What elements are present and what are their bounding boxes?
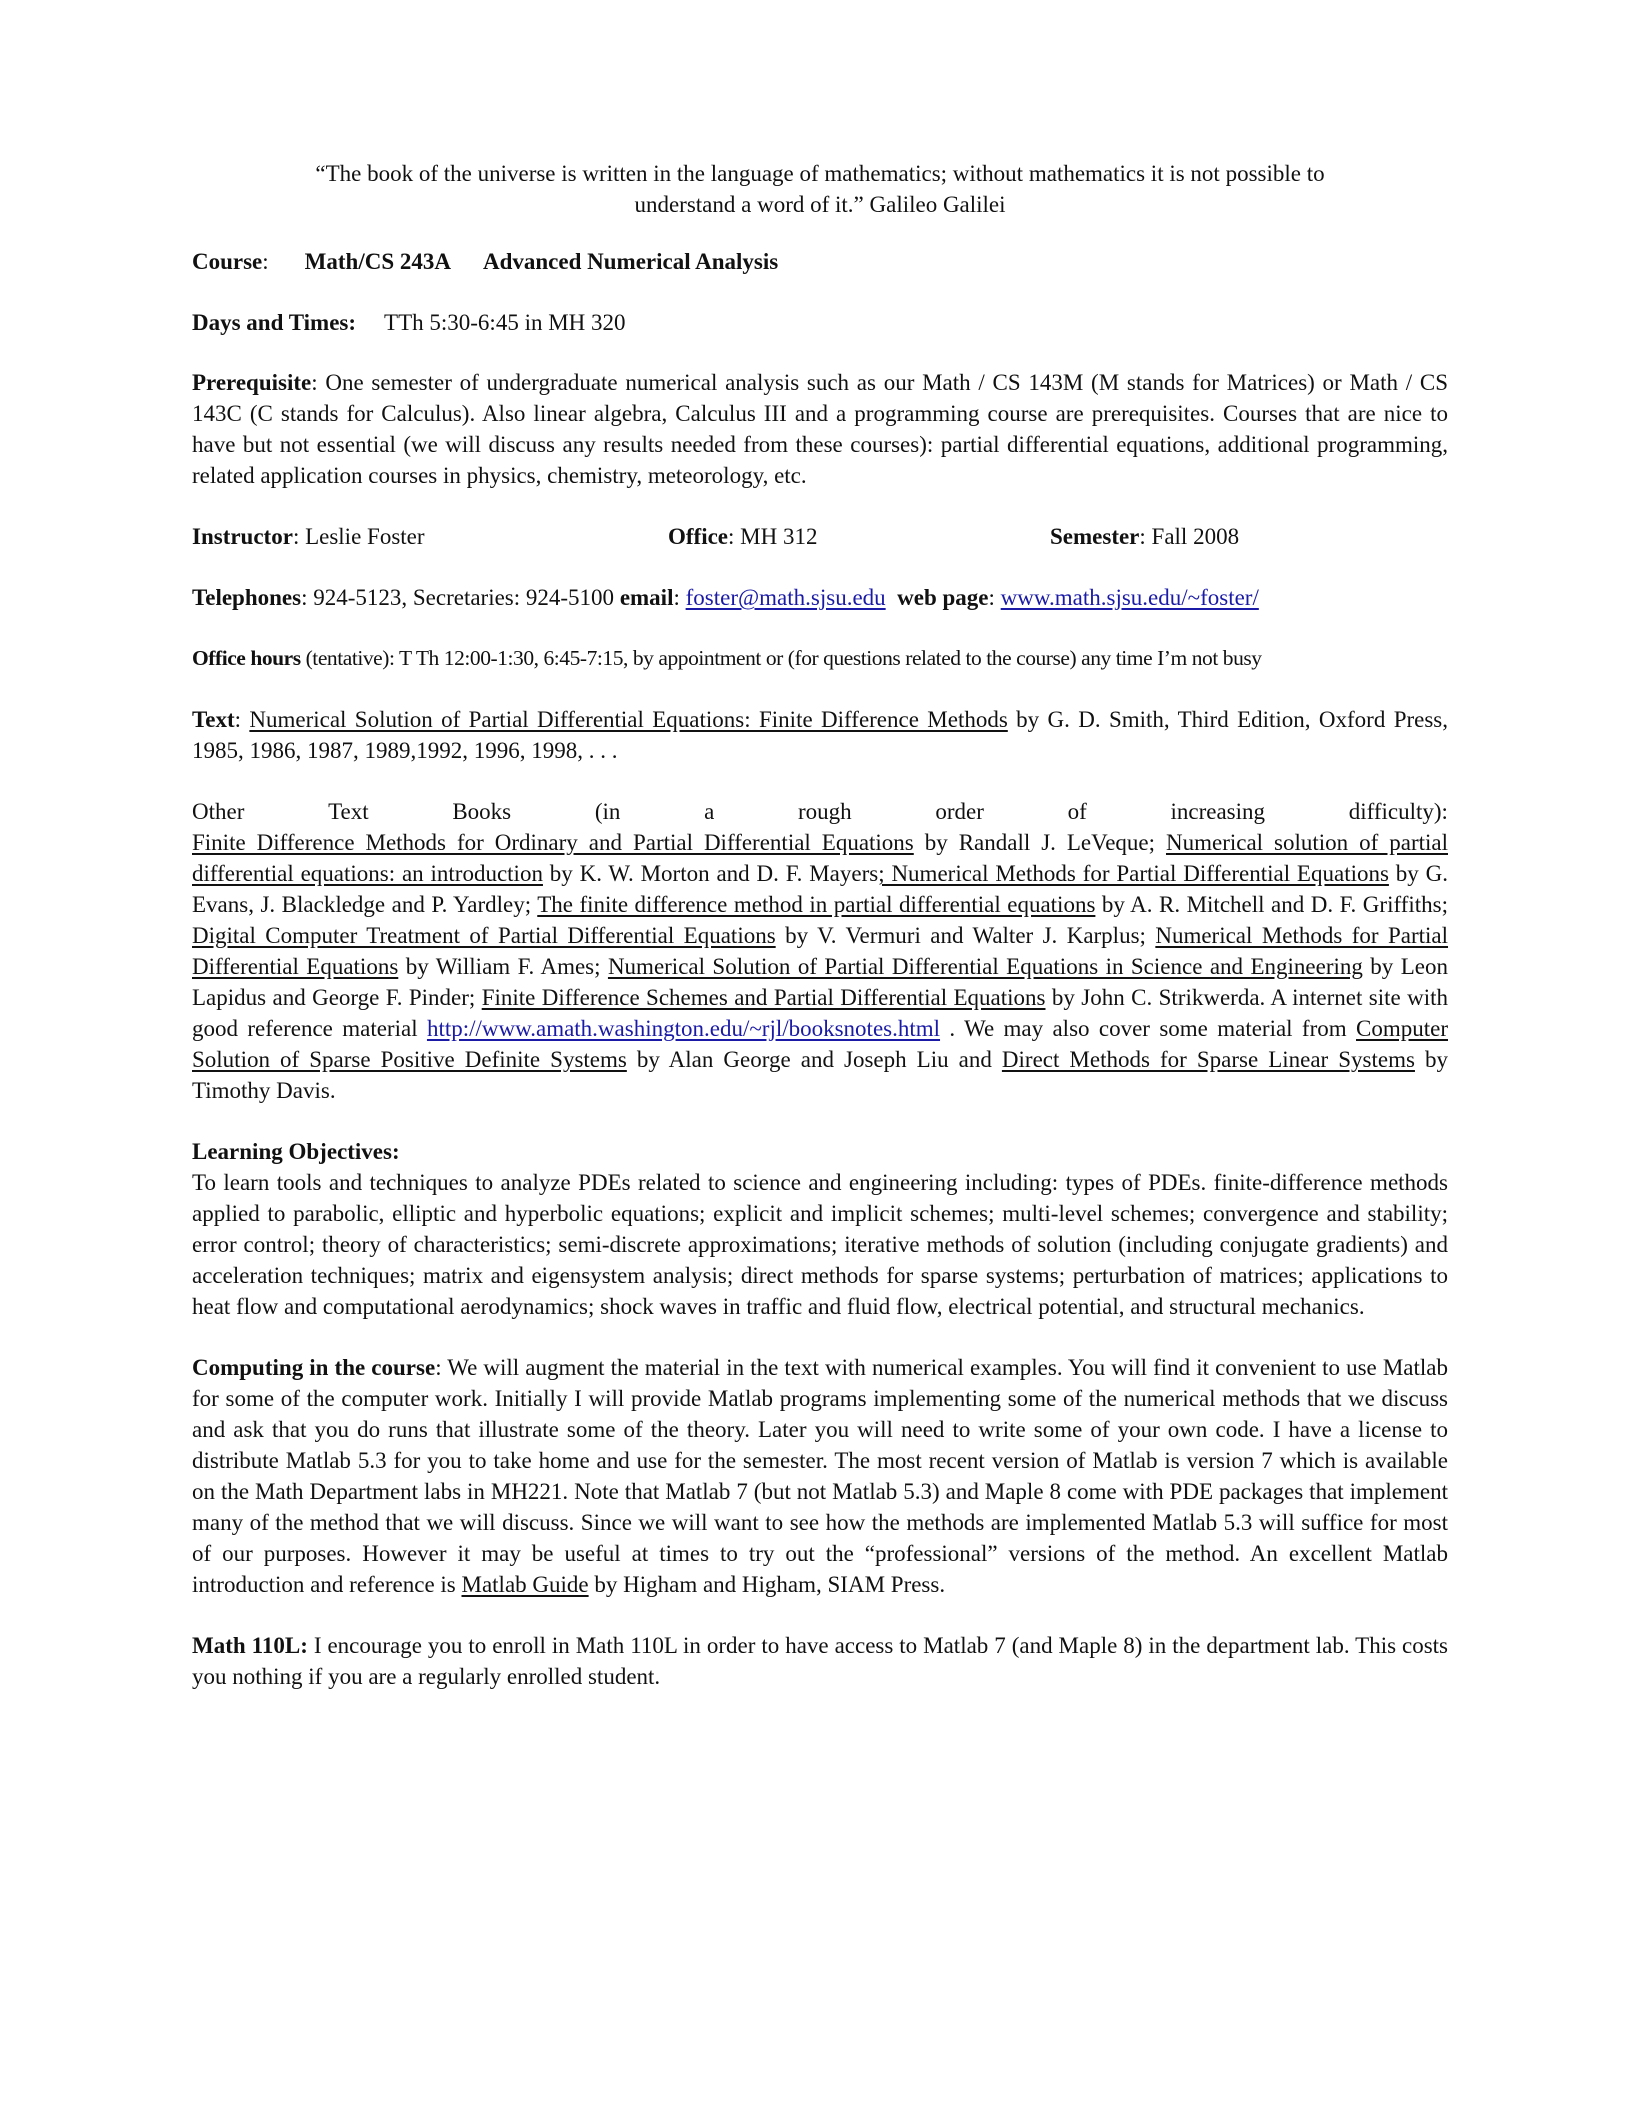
instructor-label: Instructor xyxy=(192,524,293,549)
heading-word: rough xyxy=(798,799,852,824)
days-times-line xyxy=(192,307,1448,338)
days-label: Days and Times: xyxy=(192,310,357,335)
booknotes-link[interactable]: http://www.amath.washington.edu/~rjl/booksnotes.html xyxy=(426,1016,941,1041)
email-link[interactable]: foster@math.sjsu.edu xyxy=(685,585,886,610)
text-label: Text xyxy=(192,707,235,732)
telephones-label: Telephones xyxy=(192,585,302,610)
semester-label: Semester xyxy=(1050,524,1140,549)
book-title: Finite Difference Methods for Ordinary and Partial Differential Equations xyxy=(192,830,914,855)
other-books-list xyxy=(192,827,1448,1106)
math110l-text: I encourage you to enroll in Math 110L in order to have access to Matlab 7 (and Maple 8) in the department lab. This costs you nothing if you are a regularly enrolled student. xyxy=(192,1633,1448,1689)
office-value: : MH 312 xyxy=(728,524,818,549)
book-title: The finite difference method in partial differential equations xyxy=(537,892,1096,917)
book-author: by John C. Strikwerda. A internet site with good reference material xyxy=(192,985,1449,1041)
math110l-label: Math 110L: xyxy=(192,1633,308,1658)
book-author: by G. Evans, J. Blackledge and P. Yardley; xyxy=(192,861,1448,917)
heading-word: Books xyxy=(452,799,512,824)
galileo-quote xyxy=(192,158,1448,220)
learning-objectives-section xyxy=(192,1136,1448,1322)
prerequisite-paragraph xyxy=(192,367,1448,491)
course-title: Advanced Numerical Analysis xyxy=(482,249,779,274)
contact-line xyxy=(192,582,1448,613)
book-author: by Timothy Davis. xyxy=(192,1047,1448,1103)
math110l-paragraph xyxy=(192,1630,1448,1692)
instructor-line xyxy=(192,521,1448,552)
computing-end: by Higham and Higham, SIAM Press. xyxy=(588,1572,946,1597)
learning-objectives-text: To learn tools and techniques to analyze PDEs related to science and engineering including: types of PDEs. finite-difference methods applied to parabolic, elliptic and hyperbolic equations; explicit and implicit schemes; multi-level schemes; convergence and stability; error control; theory of characteristics; semi-discrete approximations; iterative methods of solution (including conjugate gradients) and acceleration techniques; matrix and eigensystem analysis; direct methods for sparse systems; perturbation of matrices; applications to heat flow and computational aerodynamics; shock waves in traffic and fluid flow, electrical potential, and structural mechanics. xyxy=(192,1170,1448,1319)
heading-word: a xyxy=(704,799,715,824)
syllabus-page xyxy=(192,158,1448,1722)
heading-word: order xyxy=(935,799,984,824)
computing-paragraph xyxy=(192,1352,1448,1600)
book-author: by A. R. Mitchell and D. F. Griffiths; xyxy=(1095,892,1448,917)
text-book-details: by G. D. Smith, Third Edition, Oxford Press, 1985, 1986, 1987, 1989,1992, 1996, 1998, . . . xyxy=(192,707,1449,763)
prerequisite-label: Prerequisite xyxy=(192,370,312,395)
course-line xyxy=(192,246,1448,277)
book-author: by William F. Ames; xyxy=(398,954,608,979)
office-label: Office xyxy=(668,524,729,549)
web-page-label: web page xyxy=(897,585,989,610)
quote-line-2: understand a word of it.” Galileo Galilei xyxy=(634,192,1006,217)
course-number: Math/CS 243A xyxy=(304,249,451,274)
course-label: Course xyxy=(192,249,263,274)
computing-text: : We will augment the material in the text with numerical examples. You will find it convenient to use Matlab for some of the computer work. Initially I will provide Matlab programs implementing some of the numerical methods that we discuss and ask that you do runs that illustrate some of the theory. Later you will need to write some of your own code. I have a license to distribute Matlab 5.3 for you to take home and use for the semester. The most recent version of Matlab is version 7 which is available on the Math Department labs in MH221. Note that Matlab 7 (but not Matlab 5.3) and Maple 8 come with PDE packages that implement many of the method that we will discuss. Since we will want to see how the methods are implemented Matlab 5.3 will suffice for most of our purposes. However it may be useful at times to try out the “professional” versions of the method. An excellent Matlab introduction and reference is xyxy=(192,1355,1448,1597)
heading-word: Text xyxy=(328,799,369,824)
office-hours-text: (tentative): T Th 12:00-1:30, 6:45-7:15, by appointment or (for questions related to the course) any time I’m not busy xyxy=(300,646,1262,670)
telephones-value: : 924-5123, Secretaries: 924-5100 xyxy=(301,585,620,610)
text-book-paragraph xyxy=(192,704,1448,766)
other-books-heading xyxy=(192,796,1448,827)
book-title: Numerical Methods for Partial Differential Equations xyxy=(192,923,1449,979)
book-author: by Leon Lapidus and George F. Pinder; xyxy=(192,954,1448,1010)
email-separator: : xyxy=(673,585,686,610)
other-books-paragraph xyxy=(192,796,1448,1106)
book-title: Numerical solution of partial differential equations: an introduction xyxy=(192,830,1448,886)
heading-word: difficulty): xyxy=(1348,799,1448,824)
heading-word: Other xyxy=(192,799,245,824)
book-text: . We may also cover some material from xyxy=(940,1016,1356,1041)
prerequisite-text: : One semester of undergraduate numerical analysis such as our Math / CS 143M (M stands for Matrices) or Math / CS 143C (C stands for Calculus). Also linear algebra, Calculus III and a programming course are prerequisites. Courses that are nice to have but not essential (we will discuss any results needed from these courses): partial differential equations, additional programming, related application courses in physics, chemistry, meteorology, etc. xyxy=(192,370,1448,488)
text-book-title: Numerical Solution of Partial Differential Equations: Finite Difference Methods xyxy=(249,707,1008,732)
text-separator: : xyxy=(234,707,250,732)
semester-value: : Fall 2008 xyxy=(1139,524,1240,549)
book-title: Direct Methods for Sparse Linear Systems xyxy=(1001,1047,1415,1072)
days-value: TTh 5:30-6:45 in MH 320 xyxy=(384,310,626,335)
heading-word: (in xyxy=(594,799,621,824)
book-title: ; Numerical Methods for Partial Differential Equations xyxy=(878,861,1389,886)
heading-word: increasing xyxy=(1170,799,1266,824)
instructor-value: : Leslie Foster xyxy=(292,524,425,549)
book-title: Digital Computer Treatment of Partial Differential Equations xyxy=(192,923,776,948)
office-hours-label: Office hours xyxy=(192,646,301,670)
book-author: by Randall J. LeVeque; xyxy=(913,830,1166,855)
book-title: Computer Solution of Sparse Positive Definite Systems xyxy=(192,1016,1448,1072)
book-author: by Alan George and Joseph Liu and xyxy=(626,1047,1002,1072)
web-page-separator: : xyxy=(988,585,1001,610)
office-hours-line xyxy=(192,643,1448,674)
matlab-guide-title: Matlab Guide xyxy=(461,1572,589,1597)
heading-word: of xyxy=(1067,799,1087,824)
web-page-link[interactable]: www.math.sjsu.edu/~foster/ xyxy=(1000,585,1259,610)
computing-label: Computing in the course xyxy=(192,1355,436,1380)
quote-line-1: “The book of the universe is written in the language of mathematics; without mathematics it is not possible to xyxy=(315,161,1325,186)
book-title: Numerical Solution of Partial Differential Equations in Science and Engineering xyxy=(607,954,1363,979)
book-author: by V. Vermuri and Walter J. Karplus; xyxy=(775,923,1156,948)
learning-objectives-heading: Learning Objectives: xyxy=(192,1139,400,1164)
book-title: Finite Difference Schemes and Partial Differential Equations xyxy=(481,985,1046,1010)
book-author: by K. W. Morton and D. F. Mayers xyxy=(542,861,879,886)
course-colon: : xyxy=(262,249,269,274)
email-label: email xyxy=(619,585,674,610)
